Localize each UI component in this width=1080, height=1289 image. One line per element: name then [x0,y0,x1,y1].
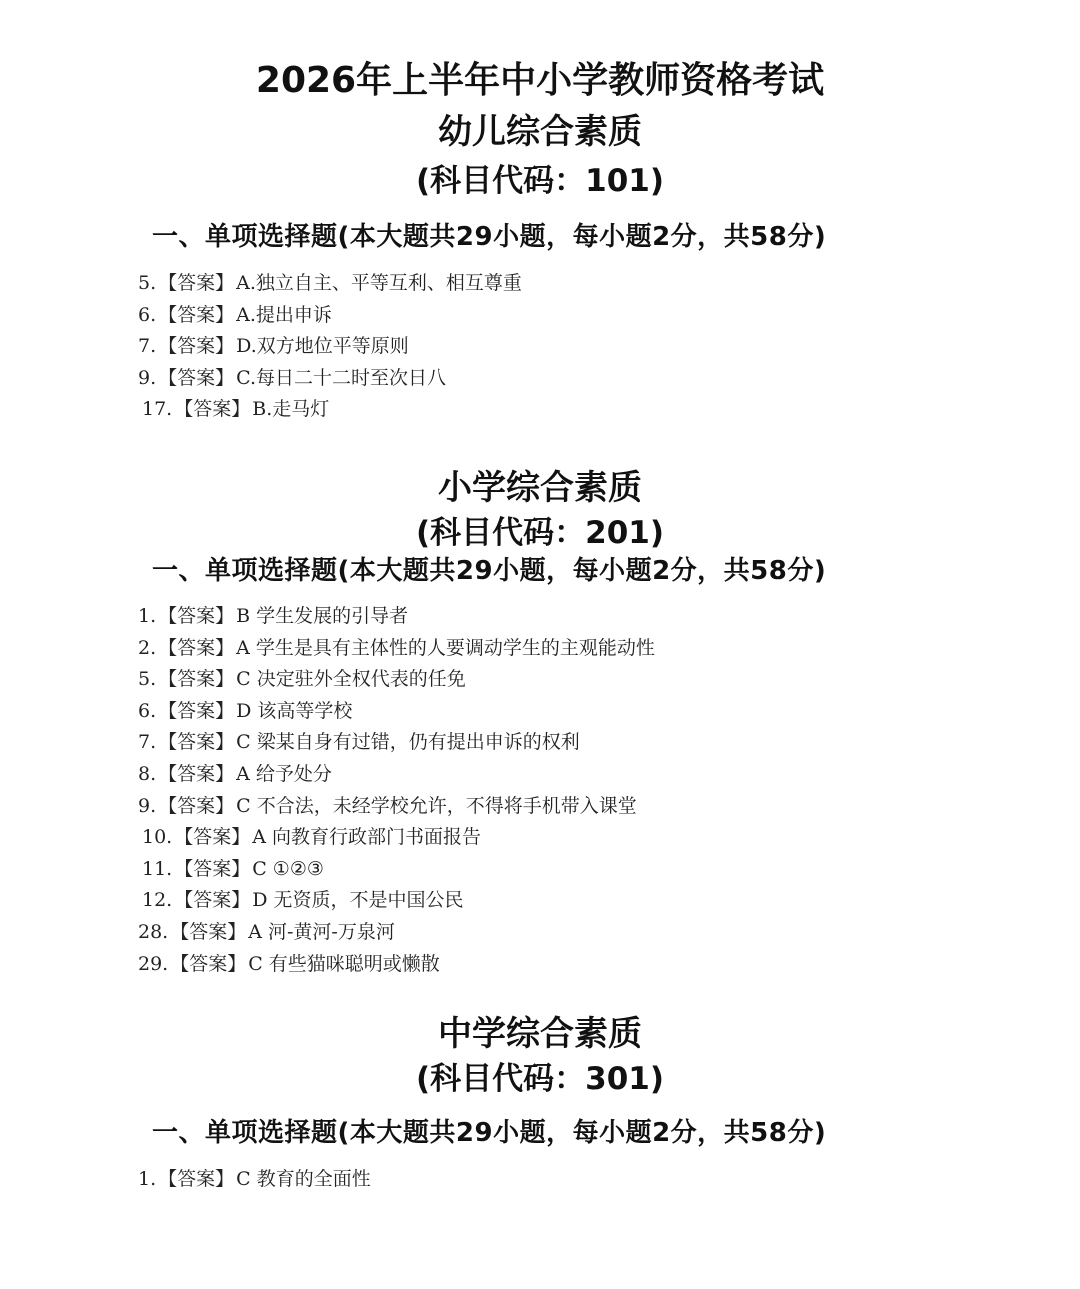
answer-tag: 【答案】 [158,668,235,691]
answer-number: 8. [138,762,157,785]
answer-text: C 教育的全面性 [236,1168,371,1190]
answer-item [138,268,522,300]
answer-item [138,854,655,886]
answer-tag: 【答案】 [174,857,251,880]
answer-number: 9. [138,366,157,389]
answer-text: C 决定驻外全权代表的任免 [236,668,466,691]
answer-number: 10. [142,826,173,849]
answer-tag: 【答案】 [158,272,235,294]
answer-item [138,363,522,395]
answer-tag: 【答案】 [158,1168,235,1190]
section-title-primary: 小学综合素质 [438,468,642,508]
answer-tag: 【答案】 [158,636,235,659]
answer-item [138,331,522,363]
answer-tag: 【答案】 [170,920,247,943]
question-type-kindergarten: 一、单项选择题(本大题共29小题，每小题2分，共58分) [152,222,827,252]
answer-text: B.走马灯 [252,398,330,421]
answer-text: A.提出申诉 [236,303,332,326]
section-title-kindergarten: 幼儿综合素质 [438,112,642,152]
answer-item [138,917,655,949]
answer-item [138,300,522,332]
answer-text: B 学生发展的引导者 [236,605,409,627]
answer-text: C 梁某自身有过错，仍有提出申诉的权利 [236,731,580,754]
answer-number: 28. [138,920,169,943]
answer-item [138,664,655,696]
answer-text: C 不合法，未经学校允许，不得将手机带入课堂 [236,794,637,817]
answer-tag: 【答案】 [158,731,235,754]
answer-tag: 【答案】 [158,303,235,326]
answer-text: A 向教育行政部门书面报告 [252,826,481,849]
answer-text: C ①②③ [252,857,324,880]
answer-tag: 【答案】 [170,952,247,975]
answer-item [138,822,655,854]
answer-item [138,633,655,665]
answer-item [138,791,655,823]
answer-tag: 【答案】 [158,335,235,358]
answer-number: 1. [138,1168,157,1190]
answer-tag: 【答案】 [174,889,251,912]
answer-item [138,885,655,917]
answer-number: 6. [138,303,157,326]
answer-number: 7. [138,335,157,358]
answer-number: 9. [138,794,157,817]
answer-tag: 【答案】 [174,826,251,849]
answer-text: A 河-黄河-万泉河 [248,920,395,943]
answer-tag: 【答案】 [158,366,235,389]
answer-list-secondary [138,1164,371,1196]
answer-item [138,949,655,981]
answer-tag: 【答案】 [158,762,235,785]
answer-tag: 【答案】 [158,699,235,722]
page-title: 2026年上半年中小学教师资格考试 [255,60,825,101]
answer-item [138,1164,371,1196]
question-type-secondary: 一、单项选择题(本大题共29小题，每小题2分，共58分) [152,1118,827,1148]
subject-code-primary: (科目代码：201) [415,515,665,551]
answer-tag: 【答案】 [174,398,251,421]
section-title-secondary: 中学综合素质 [438,1014,642,1054]
answer-list-primary [138,601,655,980]
answer-number: 5. [138,272,157,294]
answer-item [138,759,655,791]
answer-text: D 该高等学校 [236,699,353,722]
subject-code-kindergarten: (科目代码：101) [415,163,665,199]
answer-number: 7. [138,731,157,754]
answer-number: 6. [138,699,157,722]
answer-number: 12. [142,889,173,912]
answer-tag: 【答案】 [158,605,235,627]
answer-text: C.每日二十二时至次日八 [236,366,447,389]
answer-number: 17. [142,398,173,421]
answer-item [138,394,522,426]
question-type-primary: 一、单项选择题(本大题共29小题，每小题2分，共58分) [152,556,827,586]
answer-text: A.独立自主、平等互利、相互尊重 [236,272,522,294]
answer-number: 29. [138,952,169,975]
answer-item [138,601,655,633]
answer-number: 5. [138,668,157,691]
answer-number: 2. [138,636,157,659]
answer-item [138,696,655,728]
answer-text: D.双方地位平等原则 [236,335,409,358]
answer-tag: 【答案】 [158,794,235,817]
answer-item [138,727,655,759]
answer-text: A 学生是具有主体性的人要调动学生的主观能动性 [236,636,655,659]
answer-number: 1. [138,605,157,627]
answer-text: D 无资质，不是中国公民 [252,889,464,912]
subject-code-secondary: (科目代码：301) [415,1061,665,1097]
answer-text: C 有些猫咪聪明或懒散 [248,952,440,975]
answer-list-kindergarten [138,268,522,426]
answer-number: 11. [142,857,173,880]
answer-text: A 给予处分 [236,762,332,785]
